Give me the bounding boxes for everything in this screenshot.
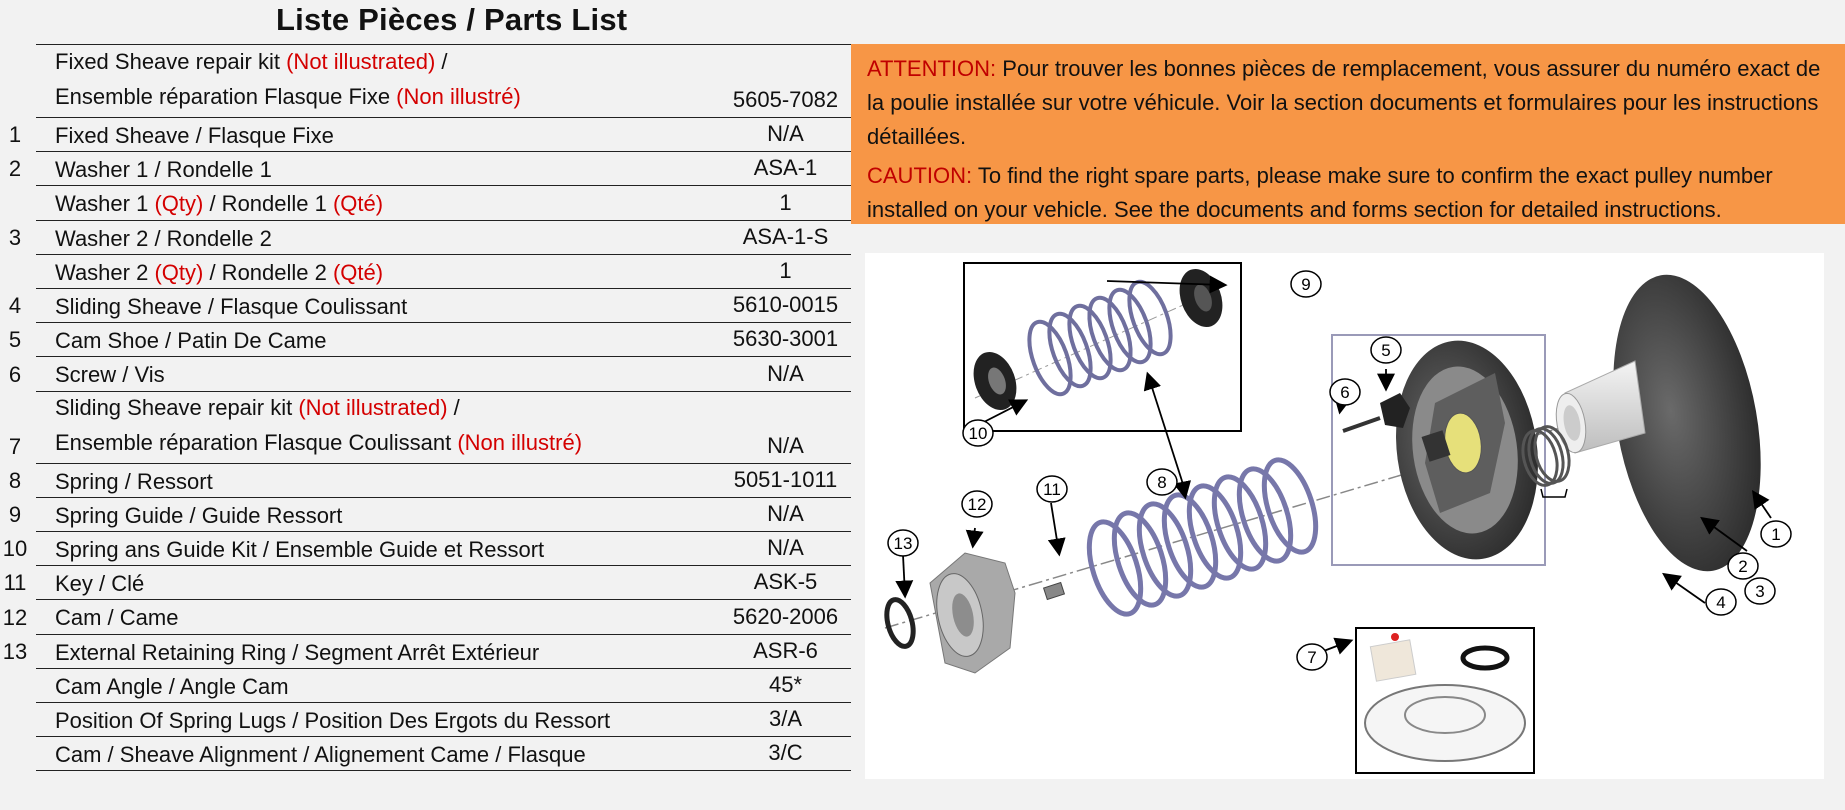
- exploded-diagram: [865, 253, 1824, 779]
- table-row: [0, 46, 851, 118]
- repair-kit-part: [1365, 633, 1525, 761]
- description-text: Washer 2 / Rondelle 2: [55, 225, 272, 251]
- red-note-text: (Qty): [154, 191, 204, 217]
- item-number: 3: [8, 224, 22, 250]
- description-text: Ensemble réparation Flasque Fixe: [55, 84, 397, 109]
- description-text: Fixed Sheave / Flasque Fixe: [55, 123, 334, 148]
- part-number: ASK-5: [753, 569, 818, 595]
- description-text: Cam Angle / Angle Cam: [55, 673, 289, 699]
- item-number: 6: [8, 361, 22, 387]
- description-text: /: [435, 49, 448, 74]
- part-number: 5605-7082: [732, 87, 839, 112]
- table-row: [0, 600, 851, 634]
- description-text: Spring Guide / Guide Ressort: [55, 502, 343, 528]
- part-number: N/A: [767, 121, 804, 147]
- red-note-text: (Qty): [154, 259, 204, 285]
- table-row: [0, 152, 851, 186]
- item-description: [55, 157, 272, 183]
- description-text: Fixed Sheave repair kit: [55, 49, 287, 74]
- part-number: 5620-2006: [732, 603, 839, 629]
- item-number: 7: [8, 433, 22, 459]
- part-number: N/A: [767, 432, 804, 458]
- item-number: 4: [8, 293, 22, 319]
- red-note-text: (Qté): [332, 191, 384, 217]
- part-number: 5630-3001: [732, 326, 839, 352]
- cam-part: [930, 553, 1015, 673]
- table-row: [0, 186, 851, 220]
- description-text: Position Of Spring Lugs / Position Des Ergots du Ressort: [55, 708, 611, 733]
- item-number: 12: [2, 604, 28, 630]
- fixed-sheave: [1552, 263, 1782, 583]
- key-part: [1044, 583, 1065, 600]
- table-row: [0, 566, 851, 600]
- item-description: [55, 469, 213, 495]
- screw-part: [1343, 418, 1380, 431]
- row-divider: [36, 770, 851, 771]
- table-top-border: [36, 44, 851, 45]
- item-number: 10: [2, 536, 28, 562]
- item-number: 9: [8, 501, 22, 527]
- table-row: [0, 255, 851, 289]
- caution-paragraph: [867, 159, 1829, 227]
- item-description: [55, 123, 334, 149]
- description-text: Key / Clé: [55, 571, 145, 597]
- red-note-text: (Non illustré): [457, 429, 583, 455]
- description-text: Cam / Sheave Alignment / Alignement Came / Flasque: [55, 742, 586, 768]
- callout-label: 7: [1307, 648, 1317, 667]
- part-number: 1: [779, 189, 792, 215]
- caution-text: To find the right spare parts, please make sure to confirm the exact pulley number installed on your vehicle. See the documents and forms section for detailed instructions.: [867, 163, 1773, 222]
- item-description: [55, 537, 544, 563]
- part-number: 3/A: [768, 706, 803, 732]
- part-number: N/A: [767, 535, 804, 561]
- table-row: [0, 118, 851, 152]
- table-row: [0, 289, 851, 323]
- part-number: 45*: [768, 671, 803, 697]
- item-number: 8: [8, 467, 22, 493]
- red-note-text: (Not illustrated): [286, 49, 436, 74]
- description-text: Washer 1: [55, 191, 155, 217]
- main-spring: [1079, 454, 1326, 621]
- item-description: [55, 674, 289, 700]
- part-number: ASR-6: [753, 637, 818, 663]
- part-number: ASA-1: [753, 155, 818, 181]
- callout-label: 12: [967, 495, 987, 514]
- table-row: [0, 357, 851, 391]
- item-description: [55, 49, 448, 75]
- table-row: [0, 737, 851, 771]
- item-description: [55, 362, 165, 388]
- description-text: Spring / Ressort: [55, 468, 213, 494]
- item-number: 5: [8, 327, 22, 353]
- description-text: Sliding Sheave repair kit: [55, 394, 299, 420]
- page-title: Liste Pièces / Parts List: [276, 2, 628, 37]
- part-number: N/A: [767, 360, 804, 386]
- description-text: Cam Shoe / Patin De Came: [55, 328, 327, 354]
- item-number: 11: [3, 570, 27, 596]
- callout-label: 8: [1157, 473, 1167, 492]
- table-row: [0, 323, 851, 357]
- description-text: Spring ans Guide Kit / Ensemble Guide et Ressort: [55, 537, 545, 562]
- attention-paragraph: [867, 52, 1829, 154]
- item-description: [55, 708, 610, 734]
- item-description: [55, 84, 521, 110]
- callout-label: 6: [1340, 383, 1350, 402]
- retaining-ring: [882, 597, 918, 650]
- item-description: [55, 294, 407, 320]
- table-row: [0, 669, 851, 703]
- part-number: N/A: [767, 500, 804, 526]
- part-number: ASA-1-S: [742, 223, 829, 249]
- notice-box: [851, 44, 1845, 224]
- callout-label: 3: [1755, 582, 1765, 601]
- description-text: Washer 2: [55, 259, 155, 285]
- callout-label: 9: [1301, 275, 1311, 294]
- table-row: [0, 635, 851, 669]
- item-description: [55, 226, 272, 252]
- red-note-text: (Non illustré): [396, 84, 521, 109]
- table-row: [0, 498, 851, 532]
- inset-spring: [1021, 276, 1179, 399]
- caution-label: CAUTION:: [867, 163, 973, 188]
- table-row: [0, 221, 851, 255]
- item-description: [55, 571, 144, 597]
- item-description: [55, 605, 178, 631]
- callout-label: 13: [893, 534, 913, 553]
- item-description: [55, 395, 460, 421]
- item-number: 2: [8, 156, 22, 182]
- callout-label: 10: [968, 424, 988, 443]
- callout-label: 5: [1381, 341, 1391, 360]
- description-text: / Rondelle 1: [203, 191, 333, 217]
- item-number: 13: [2, 638, 28, 664]
- callout-label: 11: [1043, 480, 1061, 499]
- description-text: /: [447, 394, 460, 420]
- item-description: [55, 742, 586, 768]
- part-number: 1: [779, 257, 792, 283]
- item-description: [55, 328, 326, 354]
- description-text: Ensemble réparation Flasque Coulissant: [55, 429, 458, 455]
- item-description: [55, 430, 582, 456]
- part-number: 5610-0015: [732, 292, 839, 318]
- description-text: Screw / Vis: [55, 362, 165, 388]
- description-text: External Retaining Ring / Segment Arrêt Extérieur: [55, 639, 540, 665]
- attention-text: Pour trouver les bonnes pièces de remplacement, vous assurer du numéro exact de la poulie installée sur votre véhicule. Voir la section documents et formulaires pour les instructions détaillées.: [867, 56, 1821, 149]
- callout-label: 2: [1738, 557, 1748, 576]
- description-text: Cam / Came: [55, 605, 179, 631]
- item-description: [55, 503, 342, 529]
- table-row: [0, 532, 851, 566]
- callout-label: 4: [1716, 593, 1726, 612]
- spring-guide-part: [966, 263, 1230, 416]
- part-number: 5051-1011: [733, 466, 838, 492]
- attention-label: ATTENTION:: [867, 56, 997, 81]
- description-text: Washer 1 / Rondelle 1: [55, 157, 272, 183]
- red-note-text: (Not illustrated): [298, 394, 448, 420]
- table-row: [0, 703, 851, 737]
- sliding-sheave: [1382, 331, 1551, 568]
- item-description: [55, 640, 539, 666]
- table-row: [0, 464, 851, 498]
- part-number: 3/C: [768, 740, 803, 766]
- description-text: / Rondelle 2: [203, 259, 333, 285]
- item-description: [55, 260, 383, 286]
- description-text: Sliding Sheave / Flasque Coulissant: [55, 294, 408, 319]
- table-row: [0, 392, 851, 464]
- red-note-text: (Qté): [332, 259, 384, 285]
- callout-label: 1: [1771, 525, 1781, 544]
- item-description: [55, 191, 383, 217]
- pulley-exploded-view: [865, 253, 1824, 779]
- item-number: 1: [8, 122, 22, 148]
